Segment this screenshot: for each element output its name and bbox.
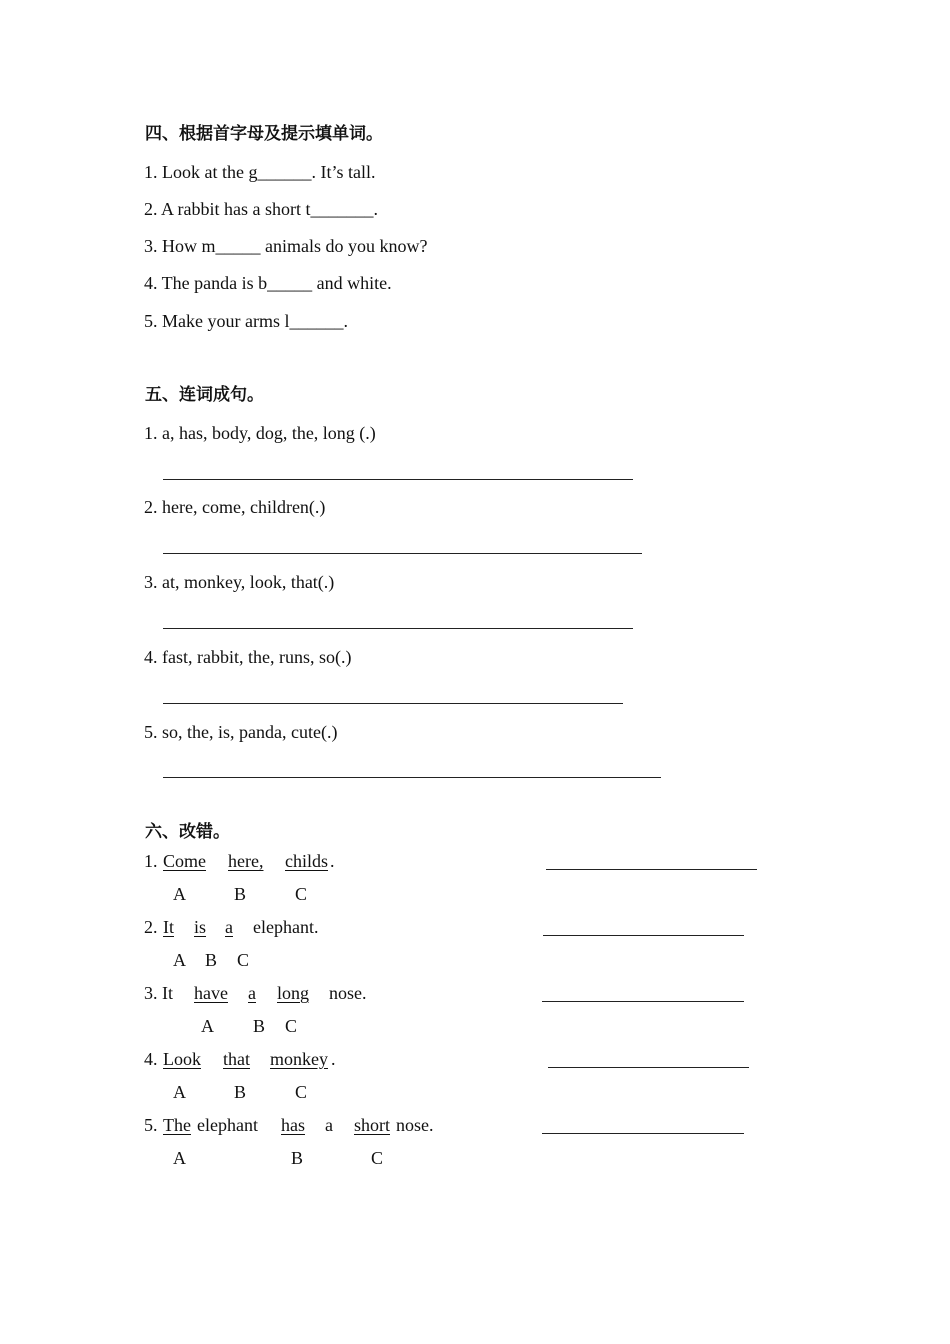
reorder-prompt-4: 4. fast, rabbit, the, runs, so(.) xyxy=(144,647,352,667)
option-b-word: has xyxy=(281,1115,305,1135)
answer-line-4[interactable] xyxy=(163,703,623,704)
label-b: B xyxy=(253,1016,266,1036)
fill-item-3: 3. How m_____ animals do you know? xyxy=(144,236,428,256)
correction-line[interactable] xyxy=(546,869,757,870)
option-b-word: is xyxy=(194,917,207,937)
answer-line-1[interactable] xyxy=(163,479,633,480)
fill-item-2: 2. A rabbit has a short t_______. xyxy=(144,199,378,219)
option-a-word: Come xyxy=(163,851,206,871)
fill-blank[interactable]: _____ xyxy=(215,236,261,256)
option-c-word: a xyxy=(225,917,233,937)
option-c-word: short xyxy=(354,1115,390,1135)
fill-blank[interactable]: ______ xyxy=(257,162,312,182)
correction-line[interactable] xyxy=(542,1001,744,1002)
section-6-title: 六、改错。 xyxy=(145,822,230,842)
label-c: C xyxy=(295,884,308,904)
reorder-prompt-2: 2. here, come, children(.) xyxy=(144,497,326,517)
label-a: A xyxy=(173,1148,186,1168)
label-c: C xyxy=(285,1016,298,1036)
correction-line[interactable] xyxy=(543,935,744,936)
option-b-word: here, xyxy=(228,851,264,871)
fill-blank[interactable]: _______ xyxy=(310,199,374,219)
item-number: 5. xyxy=(144,1115,158,1135)
label-b: B xyxy=(205,950,218,970)
label-b: B xyxy=(234,884,247,904)
item-number: 4. xyxy=(144,1049,158,1069)
label-a: A xyxy=(173,950,186,970)
option-a-word: Look xyxy=(163,1049,201,1069)
answer-line-5[interactable] xyxy=(163,777,661,778)
option-c-word: long xyxy=(277,983,310,1003)
item-number: 2. xyxy=(144,917,158,937)
reorder-prompt-1: 1. a, has, body, dog, the, long (.) xyxy=(144,423,376,443)
label-c: C xyxy=(371,1148,384,1168)
item-number: 1. xyxy=(144,851,158,871)
fill-blank[interactable]: _____ xyxy=(267,273,313,293)
label-a: A xyxy=(173,1082,186,1102)
fill-item-4: 4. The panda is b_____ and white. xyxy=(144,273,392,293)
reorder-prompt-3: 3. at, monkey, look, that(.) xyxy=(144,572,335,592)
answer-line-2[interactable] xyxy=(163,553,642,554)
label-a: A xyxy=(173,884,186,904)
label-c: C xyxy=(237,950,250,970)
reorder-prompt-5: 5. so, the, is, panda, cute(.) xyxy=(144,722,338,742)
fill-blank[interactable]: ______ xyxy=(289,311,344,331)
correction-line[interactable] xyxy=(548,1067,749,1068)
option-a-word: The xyxy=(163,1115,191,1135)
fill-item-1: 1. Look at the g______. It’s tall. xyxy=(144,162,376,182)
label-b: B xyxy=(234,1082,247,1102)
label-a: A xyxy=(201,1016,214,1036)
label-c: C xyxy=(295,1082,308,1102)
option-b-word: that xyxy=(223,1049,250,1069)
section-5-title: 五、连词成句。 xyxy=(145,385,264,405)
option-c-word: monkey xyxy=(270,1049,328,1069)
section-4-title: 四、根据首字母及提示填单词。 xyxy=(145,124,383,144)
option-b-word: a xyxy=(248,983,256,1003)
label-b: B xyxy=(291,1148,304,1168)
option-a-word: It xyxy=(163,917,174,937)
correction-line[interactable] xyxy=(542,1133,744,1134)
fill-item-5: 5. Make your arms l______. xyxy=(144,311,348,331)
option-c-word: childs xyxy=(285,851,328,871)
answer-line-3[interactable] xyxy=(163,628,633,629)
option-a-word: have xyxy=(194,983,228,1003)
item-number: 3. It xyxy=(144,983,173,1003)
